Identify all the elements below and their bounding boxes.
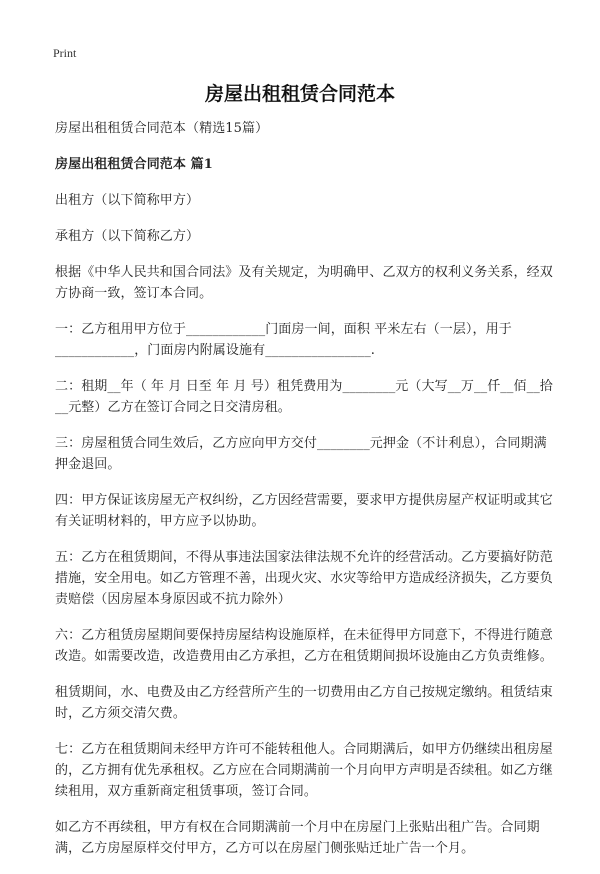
clause-2: 二：租期__年（ 年 月 日至 年 月 号）租凭费用为________元（大写__万__仟__佰__拾__元整）乙方在签订合同之日交清房租。 [55,379,553,415]
clause-3: 三：房屋租赁合同生效后，乙方应向甲方交付________元押金（不计利息），合同期满押金退回。 [55,436,547,472]
subtitle: 房屋出租租赁合同范本（精选15篇） [55,121,269,136]
clause-7: 七：乙方在租赁期间未经甲方许可不能转租他人。合同期满后，如甲方仍继续出租房屋的，乙方拥有优先承租权。乙方应在合同期满前一个月向甲方声明是否续租。如乙方继续租用，双方重新商定租赁事项，签订合同。 [55,742,553,799]
document-body [55,118,555,874]
clause-4: 四：甲方保证该房屋无产权纠纷，乙方因经营需要，要求甲方提供房屋产权证明或其它有关证明材料的，甲方应予以协助。 [55,493,553,529]
utilities-paragraph: 租赁期间，水、电费及由乙方经营所产生的一切费用由乙方自己按规定缴纳。租赁结束时，乙方须交清欠费。 [55,685,553,721]
document-title: 房屋出租租赁合同范本 [204,83,395,105]
clause-1: 一：乙方租用甲方位于____________门面房一间，面积 平米左右（一层），用于____________，门面房内附属设施有________________. [55,322,512,358]
section-heading: 房屋出租租赁合同范本 篇1 [55,157,213,172]
clause-5: 五：乙方在租赁期间，不得从事违法国家法律法规不允许的经营活动。乙方要搞好防范措施，安全用电。如乙方管理不善，出现火灾、水灾等给甲方造成经济损失，乙方要负责赔偿（因房屋本身原因或不抗力除外） [55,550,553,607]
non-renewal-paragraph: 如乙方不再续租，甲方有权在合同期满前一个月中在房屋门上张贴出租广告。合同期满，乙方房屋原样交付甲方，乙方可以在房屋门侧张贴迁址广告一个月。 [55,820,540,856]
lessor-line: 出租方（以下简称甲方） [55,193,200,208]
lessee-line: 承租方（以下简称乙方） [55,229,200,244]
clause-6: 六：乙方租赁房屋期间要保持房屋结构设施原样，在未征得甲方同意下，不得进行随意改造。如需要改造，改造费用由乙方承担，乙方在租赁期间损坏设施由乙方负责维修。 [55,628,553,664]
print-link[interactable]: Print [53,46,77,60]
preamble-paragraph: 根据《中华人民共和国合同法》及有关规定，为明确甲、乙双方的权利义务关系，经双方协商一致，签订本合同。 [55,265,553,301]
